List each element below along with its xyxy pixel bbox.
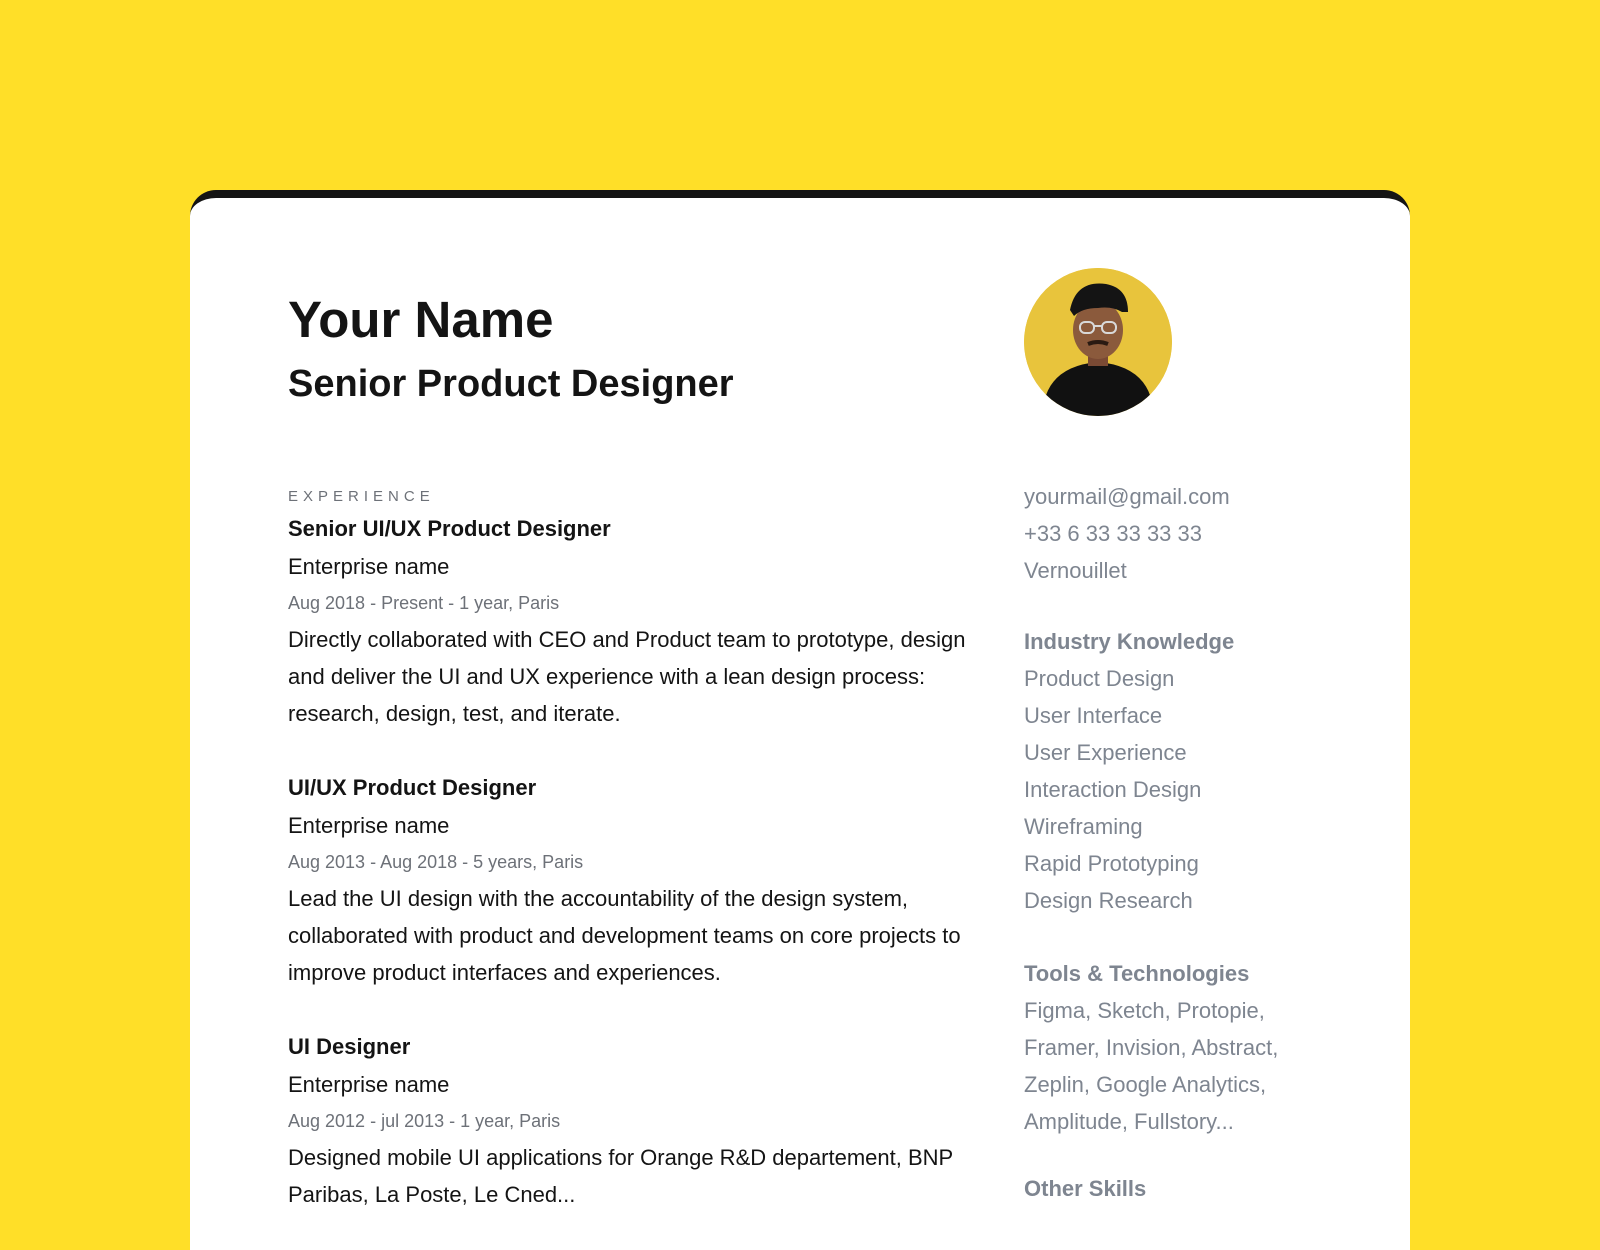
- job-period: Aug 2018 - Present - 1 year, Paris: [288, 593, 560, 613]
- tools-title: Tools & Technologies: [1024, 961, 1250, 986]
- industry-knowledge-title: Industry Knowledge: [1024, 629, 1235, 654]
- job-description: Lead the UI design with the accountability of the design system, collaborated with product and development teams on core projects to improve product interfaces and experiences.: [288, 886, 961, 985]
- other-skills-block: [1024, 1170, 1146, 1207]
- tools-line: Amplitude, Fullstory...: [1024, 1109, 1234, 1134]
- skill-item: Design Research: [1024, 888, 1193, 913]
- other-skills-title: Other Skills: [1024, 1176, 1147, 1201]
- job-description: Designed mobile UI applications for Orange R&D departement, BNP Paribas, La Poste, Le Cned...: [288, 1145, 953, 1207]
- skill-item: Product Design: [1024, 666, 1175, 691]
- tools-line: Zeplin, Google Analytics,: [1024, 1072, 1267, 1097]
- job-title: Senior UI/UX Product Designer: [288, 516, 611, 541]
- resume-card: [190, 190, 1410, 1250]
- tools-block: [1024, 955, 1278, 1140]
- experience-item: [288, 1028, 988, 1214]
- industry-knowledge-block: [1024, 623, 1234, 919]
- job-description: Directly collaborated with CEO and Product team to prototype, design and deliver the UI and UX experience with a lean design process: research, design, test, and iterate.: [288, 627, 966, 726]
- skill-item: User Experience: [1024, 740, 1187, 765]
- job-company: Enterprise name: [288, 1072, 450, 1097]
- skill-item: Rapid Prototyping: [1024, 851, 1199, 876]
- skill-item: User Interface: [1024, 703, 1163, 728]
- job-title: UI Designer: [288, 1034, 411, 1059]
- resume-name: Your Name: [288, 291, 554, 348]
- job-period: Aug 2012 - jul 2013 - 1 year, Paris: [288, 1111, 561, 1131]
- contact-block: [1024, 478, 1230, 589]
- job-company: Enterprise name: [288, 813, 450, 838]
- contact-city: Vernouillet: [1024, 558, 1127, 583]
- avatar-photo-icon: [1024, 268, 1172, 416]
- contact-phone[interactable]: +33 6 33 33 33 33: [1024, 521, 1202, 546]
- contact-email[interactable]: yourmail@gmail.com: [1024, 484, 1230, 509]
- tools-line: Framer, Invision, Abstract,: [1024, 1035, 1279, 1060]
- job-company: Enterprise name: [288, 554, 450, 579]
- tools-line: Figma, Sketch, Protopie,: [1024, 998, 1265, 1023]
- skill-item: Wireframing: [1024, 814, 1143, 839]
- avatar-illustration: [1024, 268, 1172, 416]
- job-title: UI/UX Product Designer: [288, 775, 537, 800]
- experience-item: [288, 769, 988, 991]
- resume-role: Senior Product Designer: [288, 363, 734, 405]
- job-period: Aug 2013 - Aug 2018 - 5 years, Paris: [288, 852, 584, 872]
- skill-item: Interaction Design: [1024, 777, 1202, 802]
- experience-item: [288, 510, 988, 732]
- experience-section-label: EXPERIENCE: [288, 488, 435, 505]
